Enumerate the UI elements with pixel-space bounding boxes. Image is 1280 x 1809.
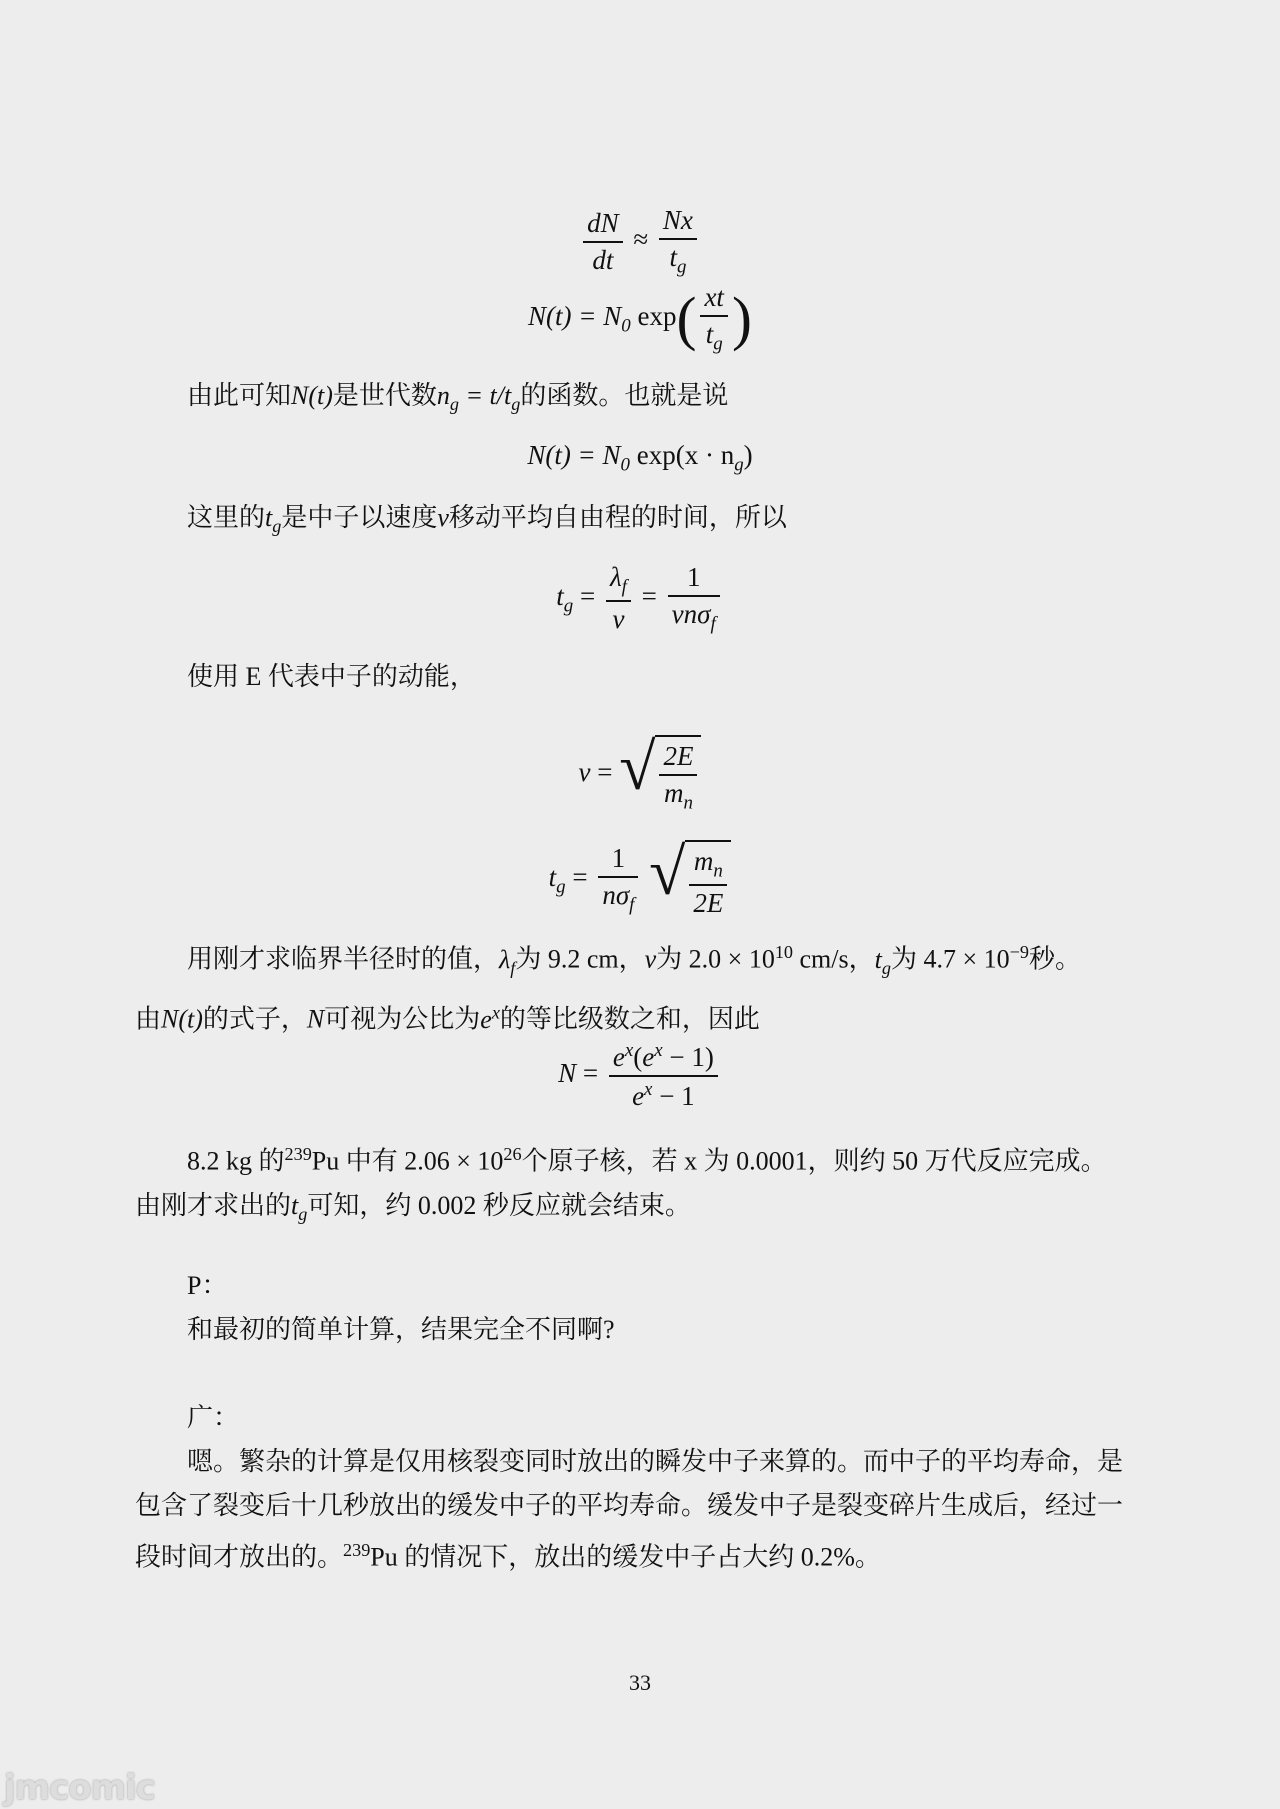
fraction-1-nsigma: $\frac{1}{n\sigma_f}$	[598, 843, 638, 916]
paragraph-tg-definition: 这里的$t_g$是中子以速度v移动平均自由程的时间，所以	[187, 503, 787, 537]
dialog-line: 和最初的简单计算，结果完全不同啊?	[187, 1315, 615, 1344]
fraction-dn-dt	[583, 208, 623, 276]
numerator: dN	[583, 208, 623, 243]
dialog-p	[135, 1264, 1155, 1352]
equation-tg-lambda: $t_g$ = $\frac{\lambda_f}{v}$ = $\frac{1}{vn\sigma_f}$	[0, 562, 1280, 635]
equation-dn-dt	[0, 205, 1280, 278]
equation-geometric-sum: N = $\frac{e^x(e^x - 1)}{e^x - 1}$	[0, 1040, 1280, 1112]
equation-lhs: N(t) = N	[528, 300, 622, 331]
fraction-lambda-v: $\frac{\lambda_f}{v}$	[606, 562, 631, 635]
dialog-line: 段时间才放出的。$^{239}$Pu 的情况下，放出的缓发中子占大约 0.2%。	[135, 1540, 881, 1572]
watermark-logo: jmcomic	[4, 1768, 155, 1808]
paragraph-values: 用刚才求临界半径时的值，$\lambda_f$为 9.2 cm，v为 $2.0 \times 10^{10}$ cm/s，$t_g$为 $4.7 \times 10^{-9}$秒。 由N(t)的式子，N可视为公比为$e^x$的等比级数之和，因此	[135, 942, 1081, 1034]
dialog-line: 包含了裂变后十几秒放出的缓发中子的平均寿命。缓发中子是裂变碎片生成后，经过一	[135, 1491, 1124, 1520]
equation-nt-exp	[0, 282, 1280, 355]
speaker-guang: 广：	[187, 1403, 240, 1432]
equation-velocity: v = √ $\frac{2E}{m_n}$	[0, 735, 1280, 814]
fraction-nx-tg	[659, 205, 697, 278]
fraction-geometric: $\frac{e^x(e^x - 1)}{e^x - 1}$	[609, 1040, 718, 1112]
fraction-xt-tg	[700, 282, 728, 355]
numerator: Nx	[659, 205, 697, 240]
dialog-guang	[135, 1396, 1155, 1580]
fraction-1-vnsigma: $\frac{1}{vn\sigma_f}$	[668, 562, 720, 635]
page-number: 33	[629, 1670, 651, 1695]
numerator: xt	[700, 282, 728, 317]
speaker-p: P：	[187, 1271, 228, 1300]
exp-function: exp	[637, 300, 677, 331]
left-paren: (	[676, 285, 697, 352]
sqrt-mn-2e: √ $\frac{m_n}{2E}$	[649, 840, 731, 919]
right-paren: )	[731, 285, 752, 352]
equation-tg-sqrt: $t_g$ = $\frac{1}{n\sigma_f}$ √ $\frac{m_n}{2E}$	[0, 840, 1280, 919]
paragraph-plutonium: 8.2 kg 的$^{239}$Pu 中有 $2.06 \times 10^{26}$个原子核，若 x 为 0.0001，则约 50 万代反应完成。 由刚才求出的$t_g$可知，约 0.002 秒反应就会结束。	[135, 1144, 1107, 1224]
denominator: $t_g$	[705, 319, 723, 355]
approx-sign: ≈	[633, 223, 649, 254]
equation-nt-ng: $N(t) = N_0$ $\exp(x \cdot n_g)$	[527, 440, 753, 476]
denominator: $t_g$	[669, 242, 687, 278]
subscript: 0	[621, 315, 631, 337]
sqrt-2e-mn: √ $\frac{2E}{m_n}$	[619, 735, 701, 814]
paragraph-generation: 由此可知N(t)是世代数$n_g = t/t_g$的函数。也就是说	[187, 381, 729, 415]
paragraph-kinetic-energy: 使用 E 代表中子的动能，	[187, 662, 476, 691]
denominator: dt	[592, 244, 614, 275]
dialog-line: 嗯。繁杂的计算是仅用核裂变同时放出的瞬发中子来算的。而中子的平均寿命，是	[187, 1447, 1124, 1476]
